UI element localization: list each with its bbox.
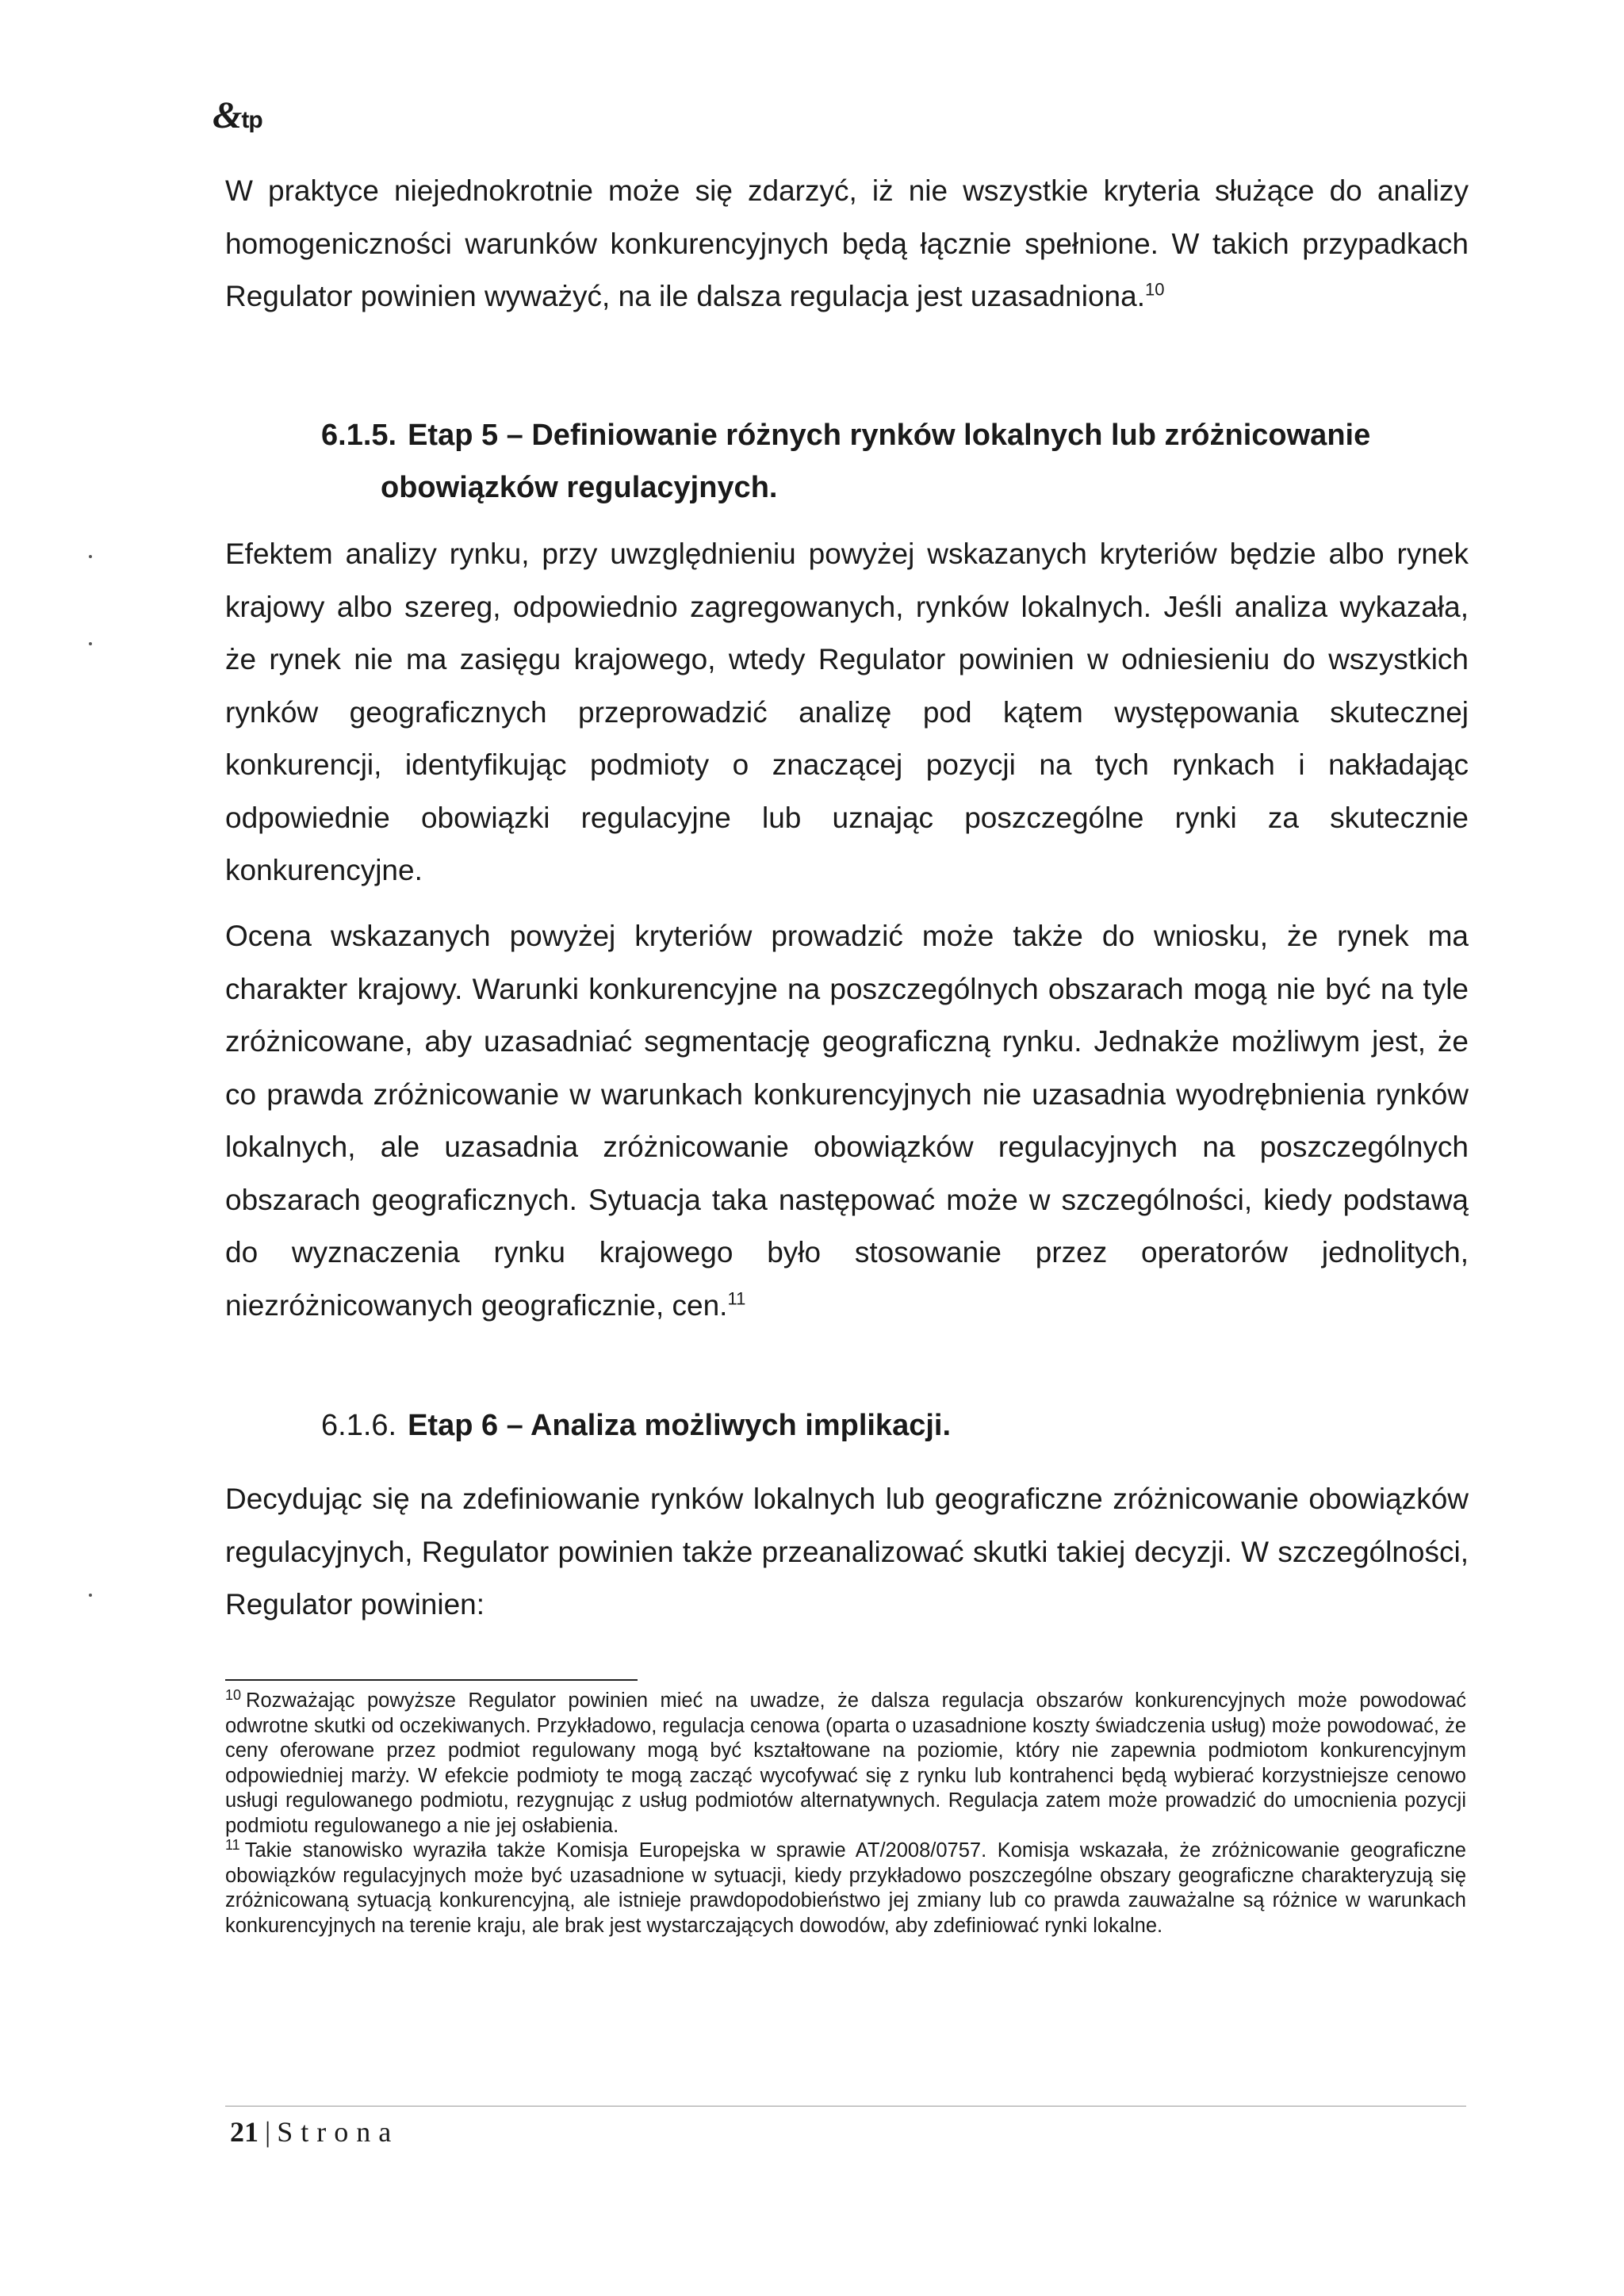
footnote-ref-11[interactable]: 11 — [727, 1288, 746, 1309]
section-number: 6.1.5. — [321, 419, 397, 452]
footnote-ref-10[interactable]: 10 — [1145, 279, 1165, 300]
paragraph-4: Decydując się na zdefiniowanie rynków lokalnych lub geograficzne zróżnicowanie obowiązków regulacyjnych, Regulator powinien także przeanalizować skutki takiej decyzji. W szczególności, Regulator powinien: — [225, 1483, 1469, 1621]
paragraph-1 — [225, 165, 1469, 323]
scan-dot — [89, 1594, 92, 1597]
section-title-line1: Etap 5 – Definiowanie różnych rynków lokalnych lub zróżnicowanie — [408, 419, 1371, 452]
section-title: Etap 6 – Analiza możliwych implikacji. — [408, 1409, 952, 1442]
section-heading-6-1-6 — [321, 1399, 951, 1452]
paragraph-3-text: Ocena wskazanych powyżej kryteriów prowadzić może także do wniosku, że rynek ma charakter krajowy. Warunki konkurencyjne na poszczególnych obszarach mogą nie być na tyle zróżnicowane, aby uzasadniać segmentację geograficzną rynku. Jednakże możliwym jest, że co prawda zróżnicowanie w warunkach konkurencyjnych nie uzasadnia wyodrębnienia rynków lokalnych, ale uzasadnia zróżnicowanie obowiązków regulacyjnych na poszczególnych obszarach geograficznych. Sytuacja taka następować może w szczególności, kiedy podstawą do wyznaczenia rynku krajowego było stosowanie przez operatorów jednolitych, niezróżnicowanych geograficznie, cen. — [225, 920, 1469, 1322]
paragraph-3 — [225, 910, 1469, 1332]
footnote-text: Rozważając powyższe Regulator powinien mieć na uwadze, że dalsza regulacja obszarów konkurencyjnych może powodować odwrotne skutki od oczekiwanych. Przykładowo, regulacja cenowa (oparta o uzasadnione koszty świadczenia usług) może powodować, że ceny oferowane przez podmiot regulowany mogą być kształtowane na poziomie, który nie zapewnia podmiotom konkurencyjnym odpowiedniej marży. W efekcie podmioty te mogą zacząć wycofywać się z rynku lub kontrahenci będą wybierać korzystniejsze cenowo usługi regulowanego podmiotu, rezygnując z usług podmiotów alternatywnych. Regulacja zatem może prowadzić do umocnienia pozycji podmiotu regulowanego a nie jej osłabienia. — [225, 1689, 1466, 1837]
logo — [213, 94, 262, 137]
footnote-11 — [225, 1836, 1466, 1938]
footnote-text: Takie stanowisko wyraziła także Komisja Europejska w sprawie AT/2008/0757. Komisja wskazała, że zróżnicowanie geograficzne obowiązków regulacyjnych może być uzasadnione w sytuacji, kiedy przykładowo poszczególne obszary geograficzne charakteryzują się zróżnicowaną sytuacją konkurencyjną, ale istnieje prawdopodobieństwo jej zmiany lub co prawda zauważalne są różnice w warunkach konkurencyjnych na terenie kraju, ale brak jest wystarczających dowodów, aby zdefiniować rynki lokalne. — [225, 1839, 1466, 1937]
footnote-number: 10 — [225, 1686, 242, 1703]
paragraph-2: Efektem analizy rynku, przy uwzględnieniu powyżej wskazanych kryteriów będzie albo rynek krajowy albo szereg, odpowiednio zagregowanych, rynków lokalnych. Jeśli analiza wykazała, że rynek nie ma zasięgu krajowego, wtedy Regulator powinien w odniesieniu do wszystkich rynków geograficznych przeprowadzić analizę pod kątem występowania skutecznej konkurencji, identyfikując podmioty o znaczącej pozycji na tych rynkach i nakładając odpowiednie obowiązki regulacyjne lub uznając poszczególne rynki za skutecznie konkurencyjne. — [225, 538, 1469, 886]
footnote-separator — [225, 1679, 638, 1681]
footer-separator: | — [265, 2116, 271, 2148]
scan-dot — [89, 642, 92, 645]
footnotes — [225, 1686, 1466, 1938]
logo-suffix: tp — [241, 107, 262, 133]
scan-dot — [89, 555, 92, 558]
section-title-line2: obowiązków regulacyjnych. — [381, 471, 778, 504]
footnote-number: 11 — [225, 1836, 240, 1853]
page-number: 21 — [230, 2116, 259, 2148]
page-footer — [230, 2115, 399, 2149]
paragraph-1-text: W praktyce niejednokrotnie może się zdarzyć, iż nie wszystkie kryteria służące do analizy homogeniczności warunków konkurencyjnych będą łącznie spełnione. W takich przypadkach Regulator powinien wyważyć, na ile dalsza regulacja jest uzasadniona. — [225, 174, 1469, 312]
footnote-10 — [225, 1686, 1466, 1839]
footer-rule — [225, 2106, 1466, 2107]
section-number: 6.1.6. — [321, 1409, 397, 1442]
logo-mark: & — [213, 94, 242, 136]
section-heading-6-1-5 — [321, 409, 1471, 514]
page-word: Strona — [277, 2116, 400, 2148]
